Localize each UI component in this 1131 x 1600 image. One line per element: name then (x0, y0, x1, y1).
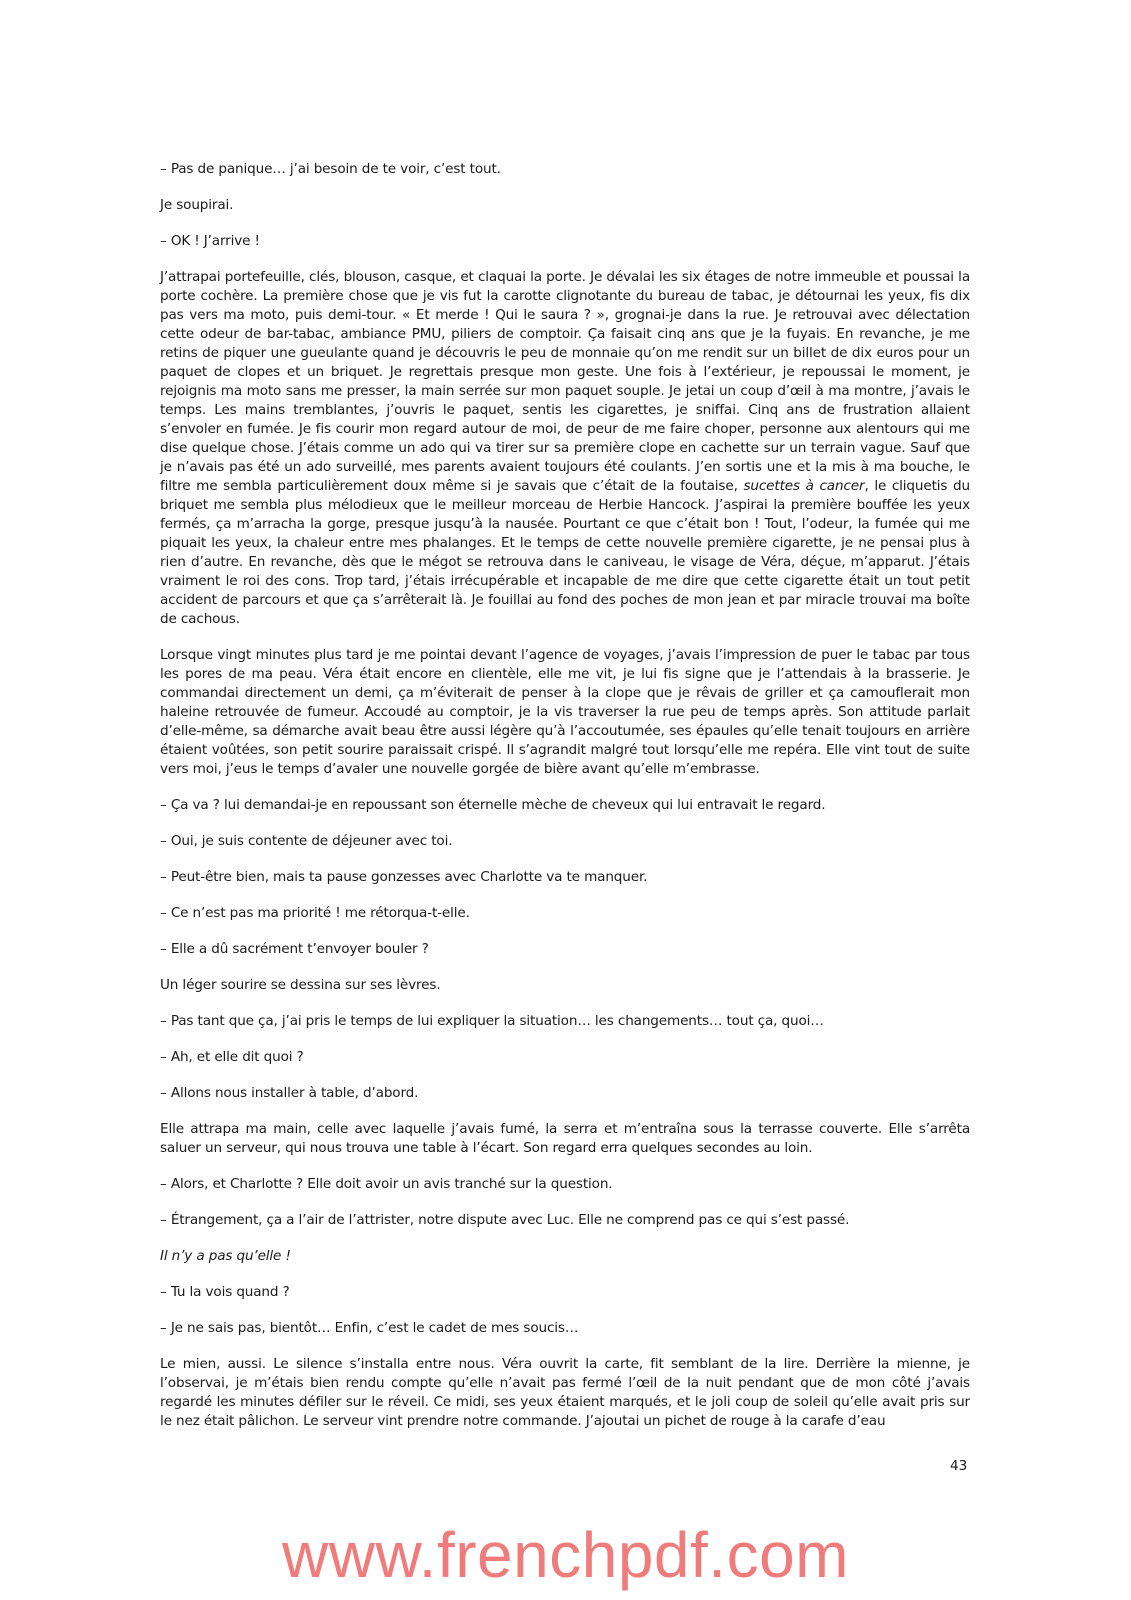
paragraph (160, 1120, 970, 1158)
paragraph (160, 1247, 970, 1266)
paragraph: – Alors, et Charlotte ? Elle doit avoir un avis tranché sur la question. (160, 1176, 613, 1192)
paragraph (160, 646, 970, 779)
watermark-url: www.frenchpdf.com (282, 1519, 849, 1591)
text-run: Le mien, aussi. Le silence s’installa entre nous. Véra ouvrit la carte, fit semblant de la lire. Derrière la mienne, je l’observai, je m’étais bien rendu compte qu’elle n’avait pas fermé l’œil de la nuit pendant que de mon côté j’avais regardé les minutes défiler sur le réveil. Ce midi, ses yeux étaient marqués, et le joli coup de soleil qu’elle avait pris sur le nez était pâlichon. Le serveur vint prendre notre commande. J’ajoutai un pichet de rouge à la carafe d’eau (160, 1356, 970, 1429)
text-run: J’attrapai portefeuille, clés, blouson, casque, et claquai la porte. Je dévalai les six étages de notre immeuble et poussai la porte cochère. La première chose que je vis fut la carotte clignotante du bureau de tabac, je détournai les yeux, fis dix pas vers ma moto, puis demi-tour. « Et merde ! Qui le saura ? », grognai-je dans la rue. Je retrouvai avec délectation cette odeur de bar-tabac, ambiance PMU, piliers de comptoir. Ça faisait cinq ans que je la fuyais. En revanche, je me retins de piquer une gueulante quand je découvris le peu de monnaie qu’on me rendit sur un billet de dix euros pour un paquet de clopes et un briquet. Je regrettais presque mon geste. Une fois à l’extérieur, je repoussai le moment, je rejoignis ma moto sans me presser, la main serrée sur mon paquet souple. Je jetai un coup d’œil à ma montre, j’avais le temps. Les mains tremblantes, j’ouvris le paquet, sentis les cigarettes, je sniffai. Cinq ans de frustration allaient s’envoler en fumée. Je fis courir mon regard autour de moi, de peur de me faire choper, personne aux alentours qui me dise quelque chose. J’étais comme un ado qui va tirer sur sa première clope en cachette sur un terrain vague. Sauf que je n’avais pas été un ado surveillé, mes parents avaient toujours été coulants. J’en sortis une et la mis à ma bouche, le filtre me sembla particulièrement doux même si je savais que c’était de la foutaise, (160, 269, 970, 494)
paragraph: – Pas de panique… j’ai besoin de te voir, c’est tout. (160, 161, 501, 177)
paragraph: – Étrangement, ça a l’air de l’attrister, notre dispute avec Luc. Elle ne comprend pas ce qui s’est passé. (160, 1212, 850, 1228)
paragraph: – Peut-être bien, mais ta pause gonzesses avec Charlotte va te manquer. (160, 869, 648, 885)
paragraph (160, 1355, 970, 1431)
text-run: , le cliquetis du briquet me sembla plus mélodieux que le meilleur morceau de Herbie Hancock. J’aspirai la première bouffée les yeux fermés, ça m’arracha la gorge, presque jusqu’à la nausée. Pourtant ce que c’était bon ! Tout, l’odeur, la fumée qui me piquait les yeux, la chaleur entre mes phalanges. Et le temps de cette nouvelle première cigarette, je ne pensai plus à rien d’autre. En revanche, dès que le mégot se retrouva dans le caniveau, le visage de Véra, déçue, m’apparut. J’étais vraiment le roi des cons. Trop tard, j’étais irrécupérable et incapable de me dire que cette cigarette était un tout petit accident de parcours et que ça s’arrêterait là. Je fouillai au fond des poches de mon jean et par miracle trouvai ma boîte de cachous. (160, 478, 970, 627)
italic-text-run: Il n’y a pas qu’elle ! (160, 1248, 291, 1264)
italic-text-run: sucettes à cancer (743, 478, 865, 494)
paragraph (160, 268, 970, 629)
paragraph: Un léger sourire se dessina sur ses lèvres. (160, 977, 441, 993)
page-body-text (160, 160, 970, 1448)
paragraph: – OK ! J’arrive ! (160, 233, 260, 249)
paragraph: – Ah, et elle dit quoi ? (160, 1049, 304, 1065)
paragraph: – Ça va ? lui demandai-je en repoussant son éternelle mèche de cheveux qui lui entravait le regard. (160, 797, 826, 813)
paragraph: – Elle a dû sacrément t’envoyer bouler ? (160, 941, 429, 957)
paragraph: – Allons nous installer à table, d’abord. (160, 1085, 419, 1101)
text-run: Lorsque vingt minutes plus tard je me pointai devant l’agence de voyages, j’avais l’impression de puer le tabac par tous les pores de ma peau. Véra était encore en clientèle, elle me vit, je lui fis signe que je l’attendais à la brasserie. Je commandai directement un demi, ça m’éviterait de penser à la clope que je rêvais de griller et ça camouflerait mon haleine retrouvée de fumeur. Accoudé au comptoir, je la vis traverser la rue peu de temps après. Son attitude parlait d’elle-même, sa démarche avait beau être aussi légère qu’à l’accoutumée, ses épaules qu’elle tenait toujours en arrière étaient voûtées, son petit sourire paraissait crispé. Il s’agrandit malgré tout lorsqu’elle me repéra. Elle vint tout de suite vers moi, j’eus le temps d’avaler une nouvelle gorgée de bière avant qu’elle m’embrasse. (160, 647, 970, 777)
paragraph: – Je ne sais pas, bientôt… Enfin, c’est le cadet de mes soucis… (160, 1320, 579, 1336)
paragraph: – Oui, je suis contente de déjeuner avec toi. (160, 833, 453, 849)
paragraph: Je soupirai. (160, 197, 234, 213)
paragraph: – Tu la vois quand ? (160, 1284, 290, 1300)
text-run: Elle attrapa ma main, celle avec laquelle j’avais fumé, la serra et m’entraîna sous la terrasse couverte. Elle s’arrêta saluer un serveur, qui nous trouva une table à l’écart. Son regard erra quelques secondes au loin. (160, 1121, 970, 1156)
paragraph: – Pas tant que ça, j’ai pris le temps de lui expliquer la situation… les changements… tout ça, quoi… (160, 1013, 824, 1029)
paragraph: – Ce n’est pas ma priorité ! me rétorqua-t-elle. (160, 905, 470, 921)
page-number: 43 (950, 1458, 968, 1474)
